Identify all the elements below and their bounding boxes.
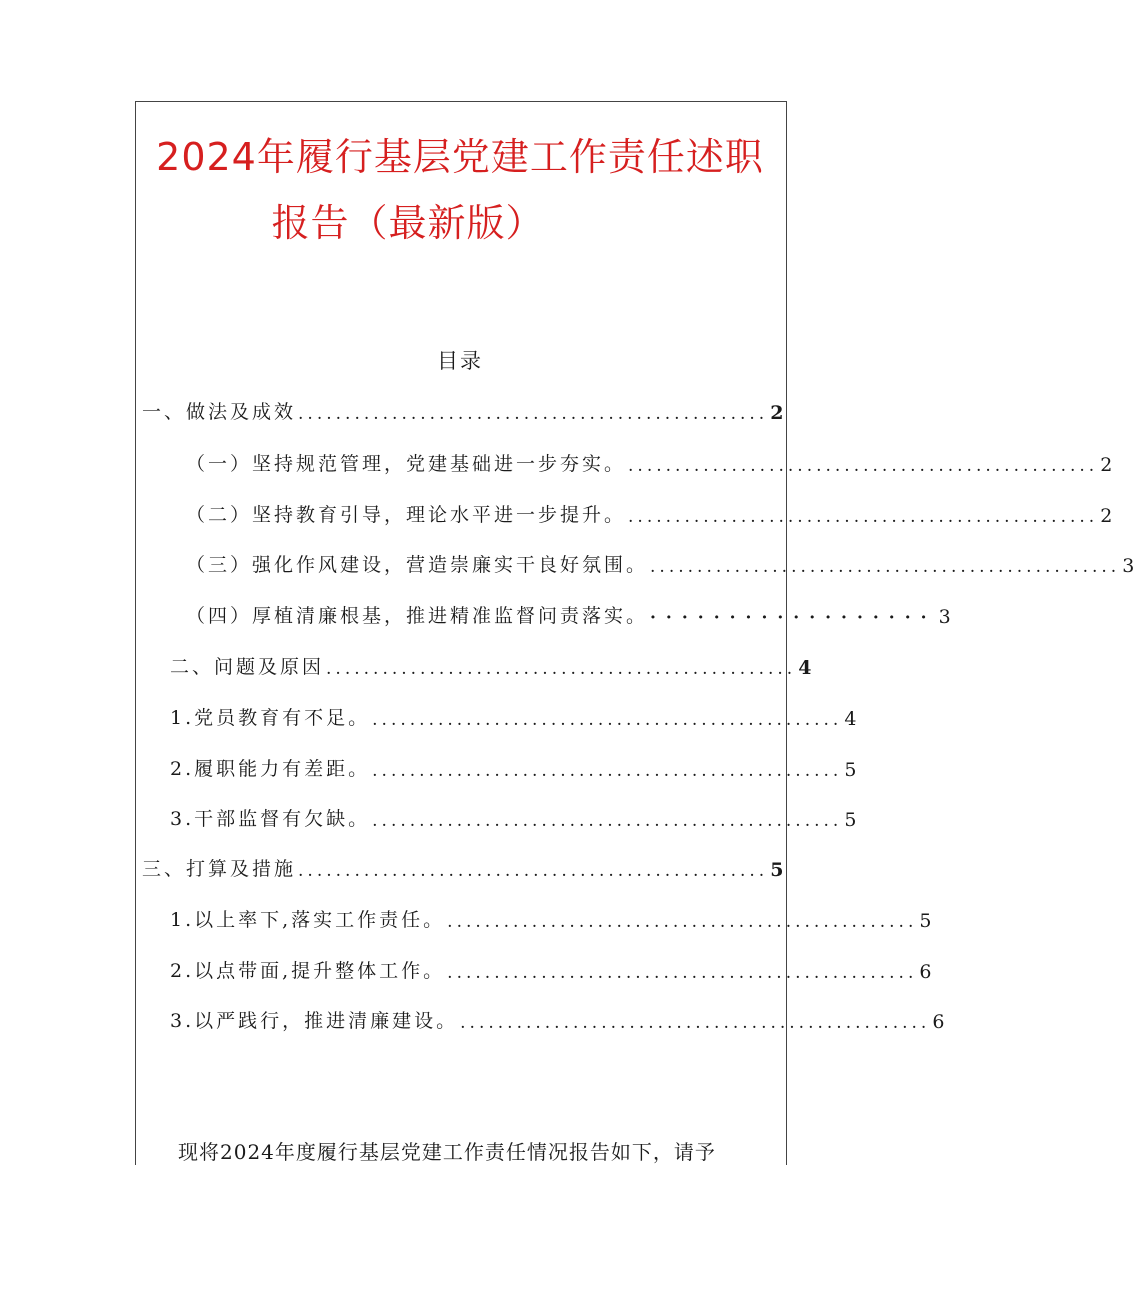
toc-entry-page: 5 — [770, 859, 784, 881]
toc-entry-page: 5 — [844, 759, 857, 781]
toc-entry-2-2[interactable] — [170, 751, 857, 781]
toc-entry-2-1[interactable] — [170, 700, 857, 730]
toc-leader-dots: .................................................. — [298, 404, 769, 424]
toc-entry-page: 2 — [1100, 505, 1113, 527]
toc-entry-3-2[interactable] — [170, 953, 932, 983]
toc-entry-1-2[interactable] — [186, 497, 1113, 527]
toc-entry-page: 3 — [938, 606, 951, 628]
toc-leader-dots: .................................................. — [372, 811, 843, 831]
toc-entry-label: 1.党员教育有不足。 — [170, 707, 371, 729]
toc-entry-label: 二、问题及原因 — [170, 656, 325, 678]
toc-entry-page: 6 — [919, 961, 932, 983]
toc-entry-page: 4 — [798, 657, 812, 679]
toc-entry-3-3[interactable] — [170, 1003, 945, 1033]
toc-entry-label: 2.履职能力有差距。 — [170, 758, 371, 780]
toc-entry-label: 3.干部监督有欠缺。 — [170, 808, 371, 830]
toc-entry-page: 4 — [844, 708, 857, 730]
toc-entry-label: 2.以点带面,提升整体工作。 — [170, 960, 446, 982]
toc-leader-dots: .................................................. — [628, 456, 1099, 476]
toc-entry-section-2[interactable] — [170, 649, 812, 679]
toc-heading: 目录 — [437, 349, 483, 373]
toc-entry-page: 6 — [932, 1011, 945, 1033]
toc-leader-dots: .................................................. — [650, 557, 1121, 577]
toc-leader-dots: .................................................. — [298, 861, 769, 881]
toc-leader-dots: ·················· — [650, 608, 937, 628]
toc-entry-1-4[interactable] — [186, 598, 951, 628]
toc-entry-label: （一）坚持规范管理，党建基础进一步夯实。 — [186, 453, 627, 475]
toc-entry-2-3[interactable] — [170, 801, 857, 831]
toc-leader-dots: .................................................. — [447, 912, 918, 932]
toc-entry-label: 3.以严践行，推进清廉建设。 — [170, 1010, 459, 1032]
toc-entry-section-3[interactable] — [142, 851, 784, 881]
toc-entry-page: 5 — [844, 809, 857, 831]
toc-entry-label: （三）强化作风建设，营造崇廉实干良好氛围。 — [186, 554, 649, 576]
toc-leader-dots: .................................................. — [628, 507, 1099, 527]
toc-leader-dots: .................................................. — [460, 1013, 931, 1033]
toc-leader-dots: .................................................. — [372, 761, 843, 781]
toc-leader-dots: .................................................. — [326, 659, 797, 679]
document-title-line-2: 报告（最新版） — [271, 201, 545, 245]
toc-entry-3-1[interactable] — [170, 902, 932, 932]
toc-entry-label: （四）厚植清廉根基，推进精准监督问责落实。 — [186, 605, 649, 627]
toc-entry-label: 1.以上率下,落实工作责任。 — [170, 909, 446, 931]
document-title-line-1: 2024年履行基层党建工作责任述职 — [156, 135, 764, 179]
toc-entry-1-1[interactable] — [186, 446, 1113, 476]
toc-entry-page: 2 — [1100, 454, 1113, 476]
toc-entry-label: （二）坚持教育引导，理论水平进一步提升。 — [186, 504, 627, 526]
toc-entry-page: 3 — [1122, 555, 1134, 577]
toc-leader-dots: .................................................. — [447, 963, 918, 983]
toc-entry-label: 一、做法及成效 — [142, 401, 297, 423]
toc-entry-page: 5 — [919, 910, 932, 932]
intro-paragraph: 现将2024年度履行基层党建工作责任情况报告如下，请予 — [178, 1140, 716, 1164]
toc-entry-label: 三、打算及措施 — [142, 858, 297, 880]
toc-entry-section-1[interactable] — [142, 394, 784, 424]
toc-entry-page: 2 — [770, 402, 784, 424]
toc-leader-dots: .................................................. — [372, 710, 843, 730]
toc-entry-1-3[interactable] — [186, 547, 1134, 577]
